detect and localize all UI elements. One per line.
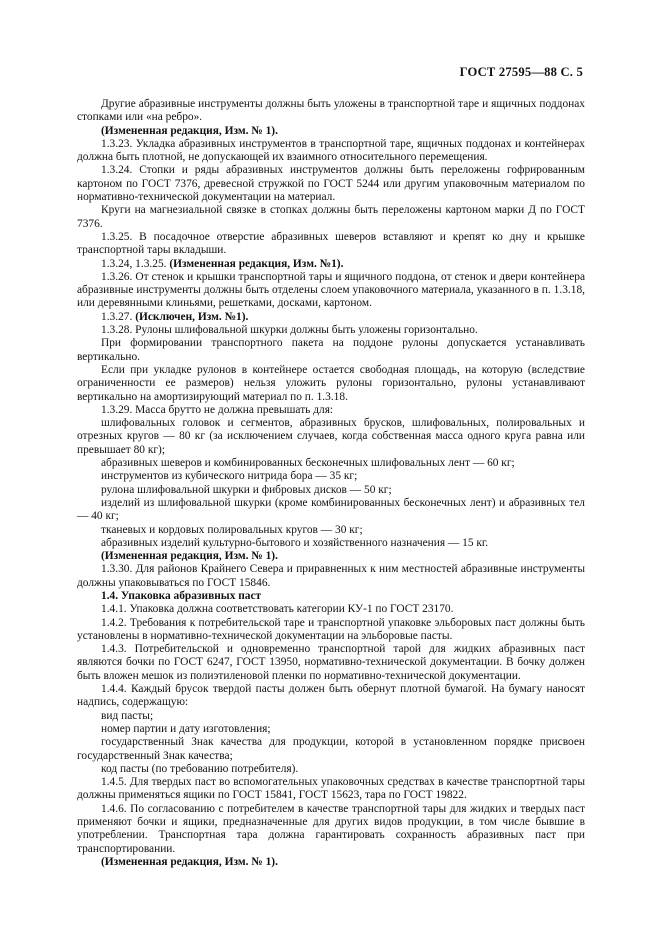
paragraph-text: инструментов из кубического нитрида бора — 35 кг; (101, 470, 358, 483)
paragraph-text: изделий из шлифовальной шкурки (кроме комбинированных бесконечных лент) и абразивных тел — 40 кг; (77, 496, 585, 523)
paragraph (77, 324, 585, 337)
paragraph (77, 856, 585, 869)
paragraph (77, 803, 585, 856)
paragraph (77, 563, 585, 590)
paragraph (77, 776, 585, 803)
paragraph-text: 1.3.25. В посадочное отверстие абразивных шеверов вставляют и крепят ко дну и крышке транспортной тары вкладыши. (77, 230, 585, 257)
paragraph (77, 723, 585, 736)
paragraph (77, 164, 585, 204)
paragraph-text: номер партии и дату изготовления; (101, 722, 271, 735)
paragraph-text: вид пасты; (101, 709, 154, 722)
paragraph (77, 763, 585, 776)
paragraph-text: 1.4.2. Требования к потребительской таре и транспортной упаковке эльборовых паст должны быть установлены в нормативно-технической документации на эльборовые пасты. (77, 616, 585, 642)
paragraph (77, 457, 585, 470)
paragraph (77, 364, 585, 404)
paragraph (77, 590, 585, 603)
paragraph-text: 1.3.30. Для районов Крайнего Севера и приравненных к ним местностей абразивные инструменты должны упаковываться по ГОСТ 15846. (77, 563, 585, 589)
paragraph (77, 125, 585, 138)
paragraph-text: тканевых и кордовых полировальных кругов — 30 кг; (101, 523, 363, 536)
paragraph-text: 1.3.27. (101, 310, 133, 323)
paragraph-text: 1.3.24. Стопки и ряды абразивных инструментов должны быть переложены гофрированным картоном по ГОСТ 7376, древесной стружкой по ГОСТ 5244 или другим упаковочным материалом по нормативно-технической документации на материал. (77, 164, 585, 204)
paragraph-text: Круги на магнезиальной связке в стопках должны быть переложены картоном марки Д по ГОСТ 7376. (77, 204, 585, 230)
paragraph-text: 1.3.24, 1.3.25. (101, 257, 167, 270)
paragraph-text: Если при укладке рулонов в контейнере остается свободная площадь, на которую (вследствие ограниченности ее размеров) нельзя уложить рулоны горизонтально, рулоны устанавливают вертикально на амортизирующий материал по п. 1.3.18. (77, 363, 585, 403)
paragraph (77, 204, 585, 231)
paragraph-text: государственный Знак качества для продукции, которой в установленном порядке присвоен государственный Знак качества; (77, 736, 585, 762)
paragraph-text: 1.4.3. Потребительской и одновременно транспортной тарой для жидких абразивных паст являются бочки по ГОСТ 6247, ГОСТ 13950, нормативно-технической документации. В бочку должен быть вложен мешок из полиэтиленовой пленки по нормативно-технической документации. (77, 643, 585, 682)
paragraph (77, 470, 585, 483)
paragraph (77, 271, 585, 311)
paragraph (77, 617, 585, 644)
paragraph (77, 550, 585, 563)
paragraph-text: (Измененная редакция, Изм. № 1). (101, 124, 278, 137)
page-header: ГОСТ 27595—88 С. 5 (459, 65, 583, 79)
paragraph-text: 1.3.26. От стенок и крышки транспортной тары и ящичного поддона, от стенок и двери контейнера абразивные инструменты должны быть отделены слоем упаковочного материала, указанного в п. 1.3.18, или деревянными клиньями, решетками, досками, картоном. (77, 270, 585, 310)
paragraph-text: абразивных изделий культурно-бытового и хозяйственного назначения — 15 кг. (101, 536, 489, 549)
paragraph-text: (Измененная редакция, Изм. № 1). (101, 550, 278, 563)
paragraph-text: 1.3.28. Рулоны шлифовальной шкурки должны быть уложены горизонтально. (101, 324, 478, 337)
paragraph-text: абразивных шеверов и комбинированных бесконечных шлифовальных лент — 60 кг; (101, 457, 515, 470)
paragraph-text: При формировании транспортного пакета на поддоне рулоны допускается устанавливать вертикально. (77, 337, 585, 363)
paragraph (77, 311, 585, 324)
paragraph-text: 1.3.23. Укладка абразивных инструментов в транспортной таре, ящичных поддонах и контейнерах должна быть плотной, не допускающей их взаимного относительного перемещения. (77, 137, 585, 164)
paragraph (77, 231, 585, 258)
paragraph (77, 417, 585, 457)
paragraph (77, 138, 585, 165)
paragraph (77, 484, 585, 497)
paragraph-text: 1.4.6. По согласованию с потребителем в качестве транспортной тары для жидких и твердых паст применяют бочки и ящики, предназначенные для других видов продукции, в том числе бывшие в употреблении. Транспортная тара должна гарантировать сохранность абразивных паст при транспортировании. (77, 802, 585, 855)
paragraph-text: 1.4.1. Упаковка должна соответствовать категории КУ-1 по ГОСТ 23170. (101, 603, 454, 616)
paragraph (77, 497, 585, 524)
paragraph (77, 736, 585, 763)
document-body (77, 98, 585, 869)
paragraph-text: Другие абразивные инструменты должны быть уложены в транспортной таре и ящичных поддонах стопками или «на ребро». (77, 98, 585, 124)
paragraph (77, 683, 585, 710)
paragraph-text: шлифовальных головок и сегментов, абразивных брусков, шлифовальных, полировальных и отрезных кругов — 80 кг (за исключением случаев, когда собственная масса одного круга равна или превышает 80 кг); (77, 417, 585, 456)
paragraph-text: код пасты (по требованию потребителя). (101, 762, 299, 775)
paragraph-bold-text: (Исключен, Изм. №1). (135, 310, 249, 323)
paragraph-text: рулона шлифовальной шкурки и фибровых дисков — 50 кг; (101, 483, 392, 496)
paragraph (77, 710, 585, 723)
paragraph-text: 1.4. Упаковка абразивных паст (101, 589, 262, 602)
paragraph (77, 404, 585, 417)
paragraph-text: (Измененная редакция, Изм. № 1). (101, 855, 278, 868)
paragraph (77, 643, 585, 683)
paragraph (77, 537, 585, 550)
paragraph (77, 258, 585, 271)
paragraph (77, 524, 585, 537)
paragraph (77, 337, 585, 364)
paragraph-text: 1.4.5. Для твердых паст во вспомогательных упаковочных средствах в качестве транспортной тары должны применяться ящики по ГОСТ 15841, ГОСТ 15623, тара по ГОСТ 19822. (77, 776, 585, 802)
paragraph-text: 1.4.4. Каждый брусок твердой пасты должен быть обернут плотной бумагой. На бумагу наносят надпись, содержащую: (77, 683, 585, 709)
paragraph-text: 1.3.29. Масса брутто не должна превышать для: (101, 403, 334, 416)
paragraph (77, 98, 585, 125)
paragraph-bold-text: (Измененная редакция, Изм. №1). (169, 257, 344, 270)
paragraph (77, 603, 585, 616)
